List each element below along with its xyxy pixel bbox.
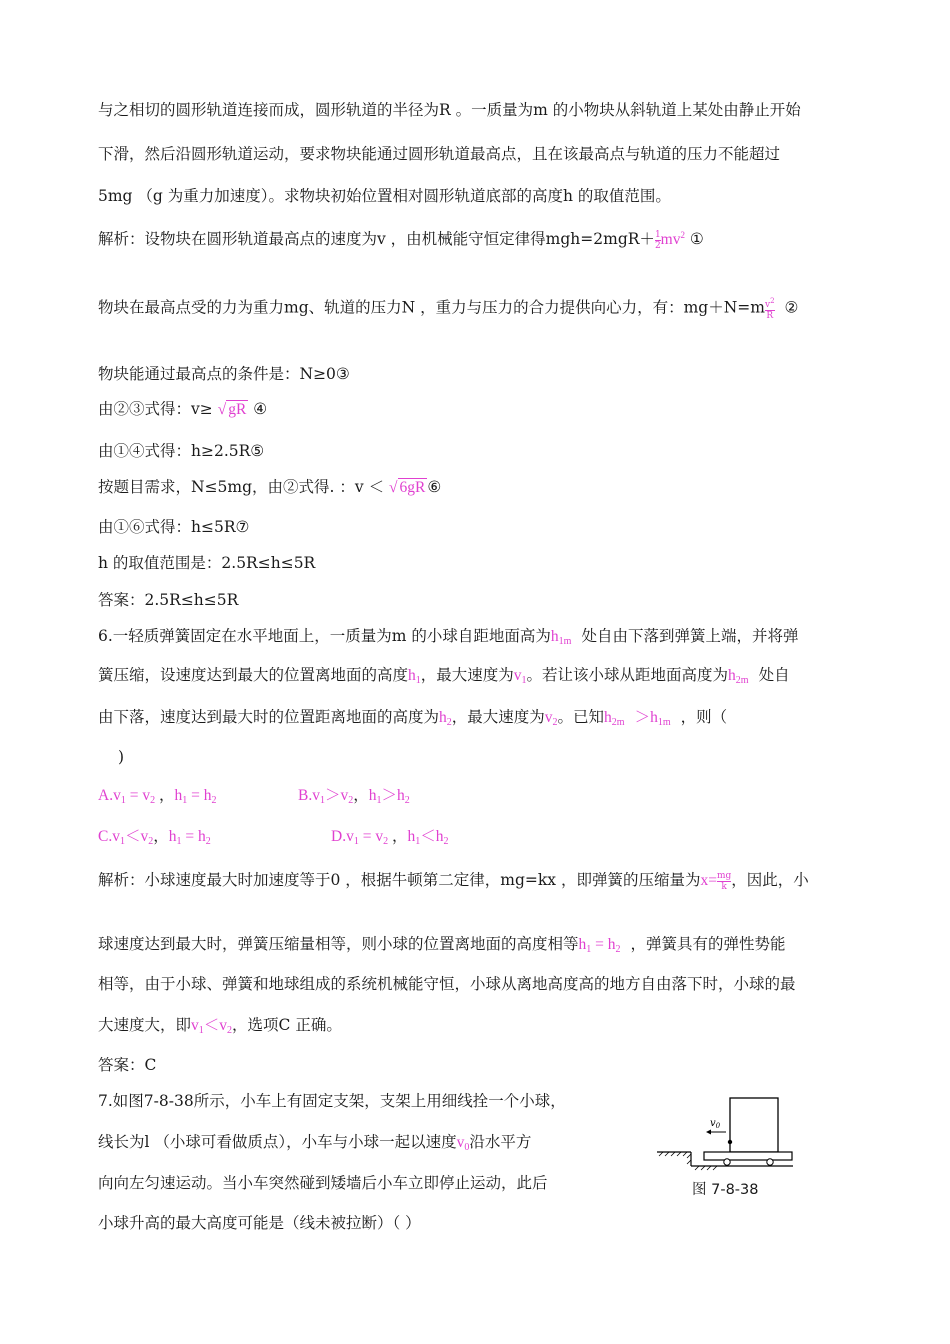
line-20: 球速度达到最大时，弹簧压缩量相等，则小球的位置离地面的高度相等$h_1 = h_2$ ，弹簧具有的弹性势能 xyxy=(98,935,786,955)
wheel-right xyxy=(767,1159,773,1165)
line-12: 答案：2.5R≤h≤5R xyxy=(98,591,239,609)
line-7: 由②③式得：v≥ √ gR ④ xyxy=(98,398,267,421)
line-27: 小球升高的最大高度可能是（线未被拉断）（ ） xyxy=(98,1214,421,1232)
v0-label: $v_0$ xyxy=(710,1118,721,1130)
fraction-mg-over-k: $\frac{mg}{k}$ xyxy=(716,870,732,892)
line-10: 由①⑥式得：h≤5R⑦ xyxy=(98,518,250,536)
option-c[interactable]: $C.v_1<v_2$，$h_1 = h_2$ xyxy=(98,828,211,847)
line-8: 由①④式得：h≥2.5R⑤ xyxy=(98,442,265,460)
fraction-half: $\frac{1}{2}$ xyxy=(654,229,661,251)
line-6: 物块能通过最高点的条件是：N≥0③ xyxy=(98,365,350,383)
line-26: 向向左匀速运动。当小车突然碰到矮墙后小车立即停止运动，此后 xyxy=(98,1174,548,1192)
support-frame xyxy=(730,1098,778,1152)
line-23: 答案：C xyxy=(98,1056,157,1074)
line-14: 簧压缩，设速度达到最大的位置离地面的高度$h_1$，最大速度为$v_1$。若让该小球从距地面高度为$h_{2m}$ 处自 xyxy=(98,666,790,686)
line-19: 解析：小球速度最大时加速度等于0 ，根据牛顿第二定律，mg=kx ，即弹簧的压缩量为x= $\frac{mg}{k}$ ，因此，小 xyxy=(98,870,809,892)
cart-platform xyxy=(704,1152,792,1160)
line-21: 相等，由于小球、弹簧和地球组成的系统机械能守恒，小球从离地高度高的地方自由落下时，小球的最 xyxy=(98,975,796,993)
line-11: h 的取值范围是：2.5R≤h≤5R xyxy=(98,554,316,572)
line-2: 下滑，然后沿圆形轨道运动，要求物块能通过圆形轨道最高点，且在该最高点与轨道的压力不能超过 xyxy=(98,145,781,163)
option-a[interactable]: $A.v_1 = v_2$ ，$h_1 = h_2$ xyxy=(98,787,217,806)
line-5: 物块在最高点受的力为重力mg、轨道的压力N ，重力与压力的合力提供向心力，有：mg＋N=m $\frac{v^2}{R}$ ② xyxy=(98,297,799,321)
velocity-arrowhead xyxy=(706,1130,711,1135)
line-22: 大速度大，即$v_1<v_2$，选项C 正确。 xyxy=(98,1016,342,1036)
line-24: 7.如图7-8-38所示，小车上有固定支架，支架上用细线拴一个小球， xyxy=(98,1092,566,1110)
line-3: 5mg （g 为重力加速度）。求物块初始位置相对圆形轨道底部的高度h 的取值范围。 xyxy=(98,187,671,205)
ball xyxy=(728,1140,732,1144)
fraction-v2-over-r: $\frac{v^2}{R}$ xyxy=(764,297,775,321)
wheel-left xyxy=(724,1159,730,1165)
line-13: 6.一轻质弹簧固定在水平地面上，一质量为m 的小球自距地面高为$h_{1m}$ 处自由下落到弹簧上端，并将弹 xyxy=(98,627,799,647)
sqrt-gr: √ gR xyxy=(217,401,247,418)
line-1: 与之相切的圆形轨道连接而成，圆形轨道的半径为R 。一质量为m 的小物块从斜轨道上某处由静止开始 xyxy=(98,101,801,119)
line-9: 按题目需求，N≤5mg，由②式得. ：v ＜ √ 6gR ⑥ xyxy=(98,476,441,499)
line-15: 由下落，速度达到最大时的位置距离地面的高度为$h_2$，最大速度为$v_2$。已知$h_{2m} >h_{1m}$ ，则（ xyxy=(98,708,728,728)
sqrt-6gr: √ 6gR xyxy=(389,479,426,496)
option-d[interactable]: $D.v_1 = v_2$ ，$h_1<h_2$ xyxy=(331,828,449,847)
option-b[interactable]: $B.v_1>v_2$，$h_1>h_2$ xyxy=(298,787,410,806)
figure-caption: 图 7-8-38 xyxy=(692,1182,759,1198)
line-25: 线长为l （小球可看做质点），小车与小球一起以速度$v_0$沿水平方 xyxy=(98,1133,532,1153)
line-4: 解析：设物块在圆形轨道最高点的速度为v ，由机械能守恒定律得mgh=2mgR＋ $\frac{1}{2}$ $mv^2$ ① xyxy=(98,229,704,251)
line-16: ) xyxy=(118,748,125,766)
